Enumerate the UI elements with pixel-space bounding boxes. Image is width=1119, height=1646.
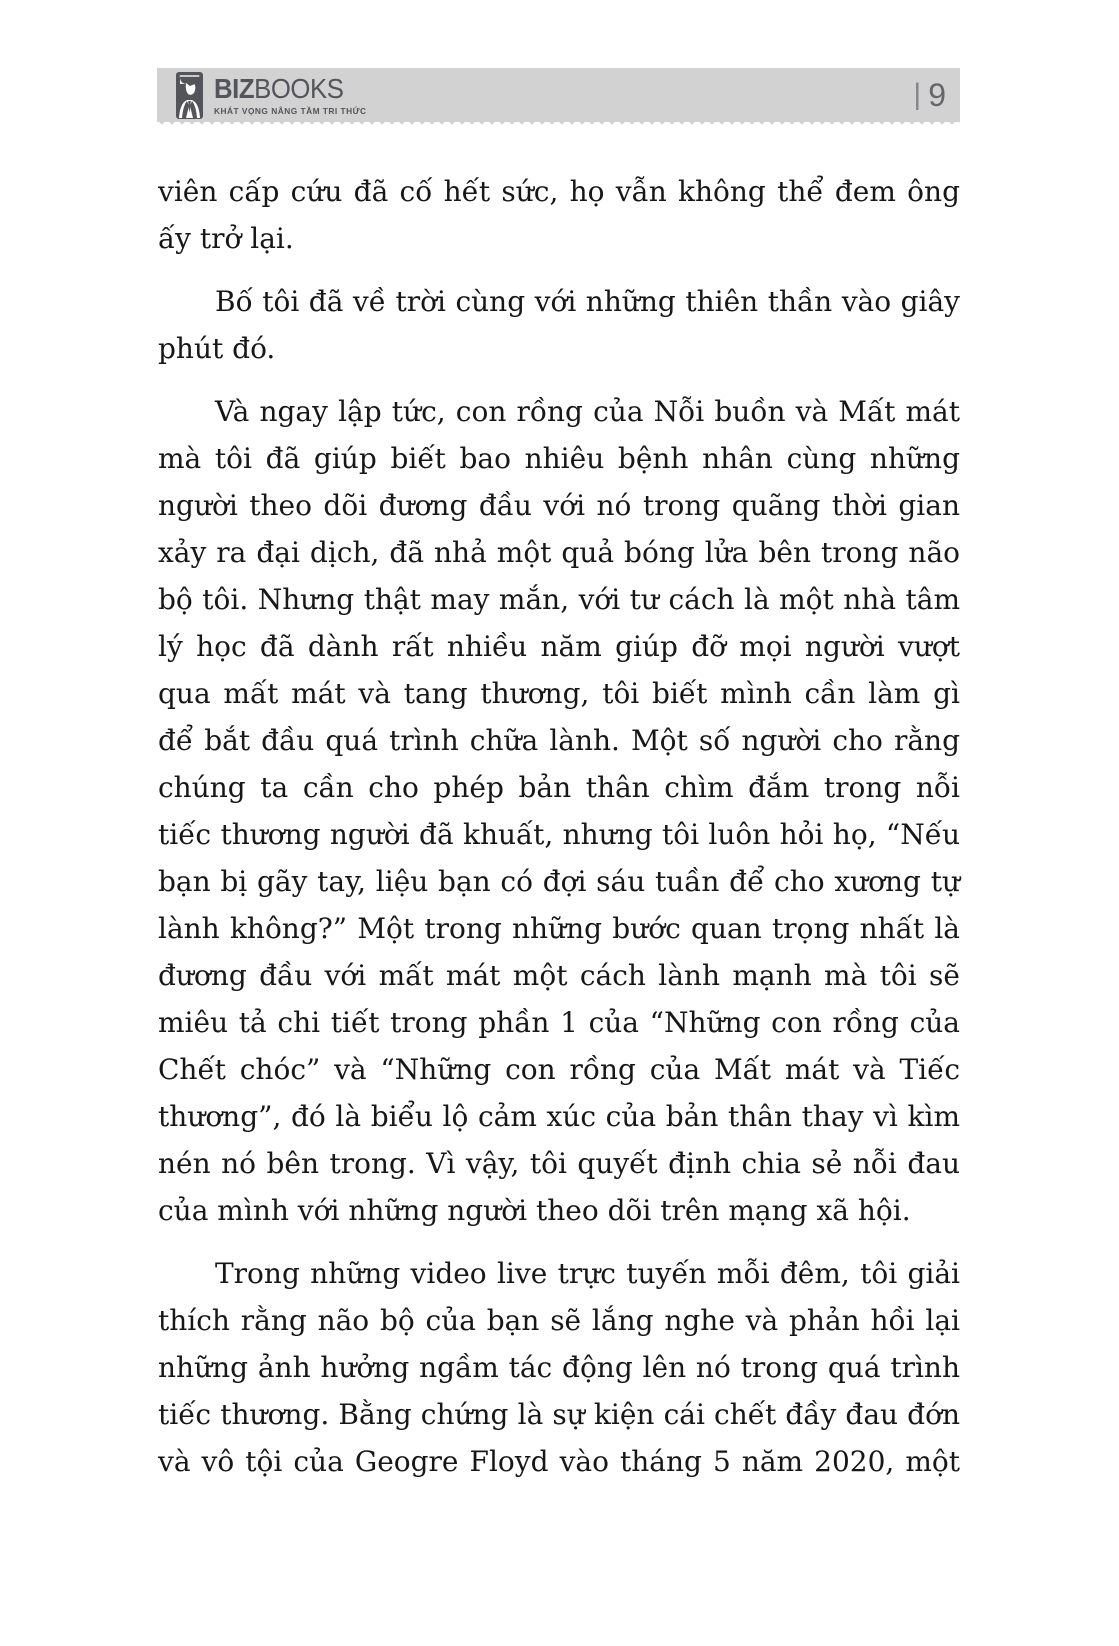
paragraph: viên cấp cứu đã cố hết sức, họ vẫn không thể đem ông ấy trở lại. <box>158 175 960 255</box>
page-header <box>157 68 960 127</box>
page-number <box>913 79 946 111</box>
page-body <box>158 168 960 1501</box>
brand-tagline: KHÁT VỌNG NÂNG TẦM TRI THỨC <box>214 105 367 116</box>
brand-name-biz: BIZ <box>214 72 255 104</box>
paragraph: Và ngay lập tức, con rồng của Nỗi buồn và Mất mát mà tôi đã giúp biết bao nhiêu bệnh nhân cùng những người theo dõi đương đầu với nó trong quãng thời gian xảy ra đại dịch, đã nhả một quả bóng lửa bên trong não bộ tôi. Nhưng thật may mắn, với tư cách là một nhà tâm lý học đã dành rất nhiều năm giúp đỡ mọi người vượt qua mất mát và tang thương, tôi biết mình cần làm gì để bắt đầu quá trình chữa lành. Một số người cho rằng chúng ta cần cho phép bản thân chìm đắm trong nỗi tiếc thương người đã khuất, nhưng tôi luôn hỏi họ, “Nếu bạn bị gãy tay, liệu bạn có đợi sáu tuần để cho xương tự lành không?” Một trong những bước quan trọng nhất là đương đầu với mất mát một cách lành mạnh mà tôi sẽ miêu tả chi tiết trong phần 1 của “Những con rồng của Chết chóc” và “Những con rồng của Mất mát và Tiếc thương”, đó là biểu lộ cảm xúc của bản thân thay vì kìm nén nó bên trong. Vì vậy, tôi quyết định chia sẻ nỗi đau của mình với những người theo dõi trên mạng xã hội. <box>158 395 960 1227</box>
bizbooks-logo-icon <box>176 72 203 119</box>
paragraph: Trong những video live trực tuyến mỗi đêm, tôi giải thích rằng não bộ của bạn sẽ lắng nghe và phản hồi lại những ảnh hưởng ngầm tác động lên nó trong quá trình tiếc thương. Bằng chứng là sự kiện cái chết đầy đau đớn và vô tội của Geogre Floyd vào tháng 5 năm 2020, một <box>158 1257 960 1478</box>
page-number-divider: | <box>913 78 922 111</box>
brand-name-books: BOOKS <box>254 72 344 104</box>
brand-name <box>214 72 357 104</box>
paragraph: Bố tôi đã về trời cùng với những thiên thần vào giây phút đó. <box>158 285 960 365</box>
publisher-logo <box>176 72 370 119</box>
brand-wordmark <box>214 72 370 116</box>
page-number-value: 9 <box>928 77 946 113</box>
